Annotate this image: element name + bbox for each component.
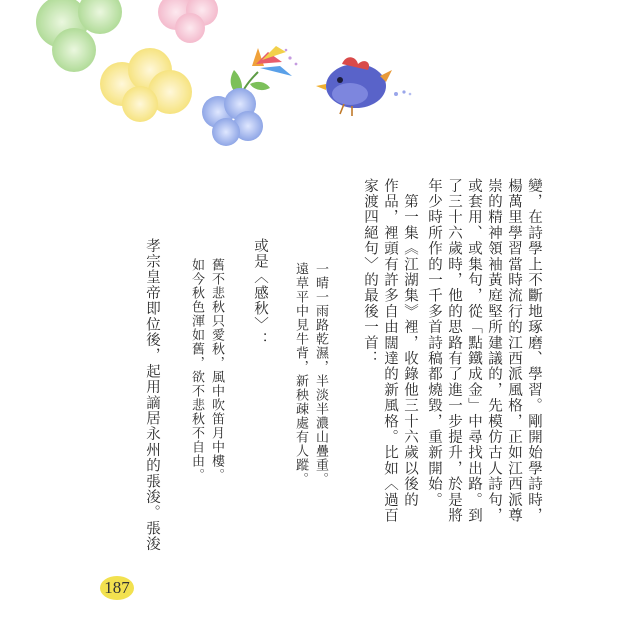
pink-flower-cluster-icon	[158, 0, 218, 43]
text-column: 了三十六歲時，他的思路有了進一步提升，於是將	[446, 178, 462, 524]
page-number: 187	[100, 576, 134, 600]
poem-line: 舊不悲秋只愛秋，風中吹笛月中樓。	[209, 258, 224, 482]
plant-with-blue-flowers-icon	[202, 46, 297, 146]
text-column: 孝宗皇帝即位後，起用謫居永州的張浚。張浚	[144, 238, 160, 552]
text-column: 楊萬里學習當時流行的江西派風格，正如江西派尊	[506, 178, 522, 524]
poem-line: 如今秋色渾如舊，欲不悲秋不自由。	[189, 258, 204, 482]
text-column: 年少時所作的一千多首詩稿都燒毀，重新開始。	[426, 178, 442, 508]
text-column: 作品，裡頭有許多自由闊達的新風格。比如〈過百	[382, 178, 398, 524]
header-illustration	[0, 0, 640, 170]
blue-bird-icon	[316, 57, 411, 116]
poem-line: 遠草平中見牛背，新秧疎處有人蹤。	[293, 262, 308, 486]
text-column: 家渡四絕句〉的最後一首：	[362, 178, 378, 367]
poem-line: 一晴一雨路乾濕，半淡半濃山疊重。	[313, 262, 328, 486]
text-column: 變，在詩學上不斷地琢磨、學習。剛開始學詩時，	[526, 178, 542, 524]
yellow-flower-cluster-icon	[100, 48, 192, 122]
text-column: 或是〈感秋〉：	[252, 238, 268, 348]
text-column: 或套用、或集句，從「點鐵成金」中尋找出路。到	[466, 178, 482, 524]
green-flower-cluster-icon	[36, 0, 122, 72]
text-column: 崇的精神領袖黃庭堅所建議的，先模仿古人詩句，	[486, 178, 502, 524]
text-column: 第一集《江湖集》裡，收錄他三十六歲以後的	[402, 178, 418, 508]
